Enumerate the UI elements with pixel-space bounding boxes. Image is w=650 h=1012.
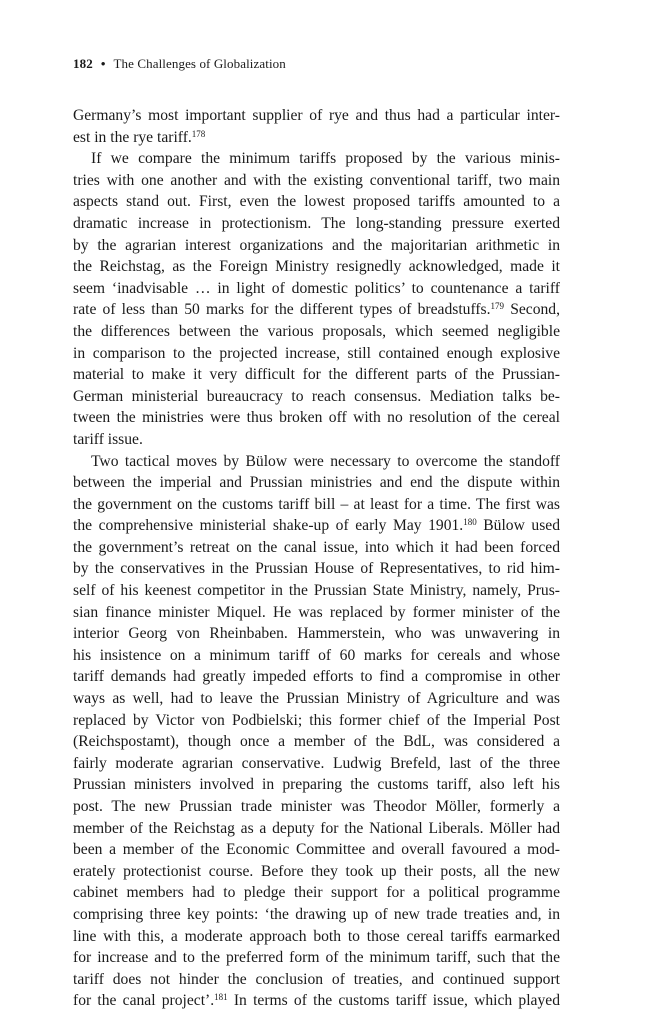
footnote-marker: 179 (490, 301, 505, 312)
text-line (73, 343, 560, 365)
text-line (73, 580, 560, 602)
text-line (73, 861, 560, 883)
text-line (73, 386, 560, 408)
text-line (73, 796, 560, 818)
text-line (73, 321, 560, 343)
text-line (73, 753, 560, 775)
line-text: by the agrarian interest organizations and the majoritarian arithmetic in (73, 236, 560, 254)
line-text: between the imperial and Prussian ministries and end the dispute within (73, 474, 560, 492)
text-line (73, 235, 560, 257)
footnote-marker: 178 (191, 128, 206, 139)
line-text: ways as well, had to leave the Prussian Ministry of Agriculture and was (73, 690, 560, 708)
text-line (73, 947, 560, 969)
line-text: comprising three key points: ‘the drawing up of new trade treaties and, in (73, 905, 560, 923)
line-text: tariff does not hinder the conclusion of treaties, and continued support (73, 970, 560, 988)
line-text: cabinet members had to pledge their support for a political programme (73, 884, 560, 902)
text-line (73, 904, 560, 926)
line-text: Two tactical moves by Bülow were necessary to overcome the standoff (91, 452, 560, 470)
line-text-continued: Bülow used (476, 517, 561, 535)
line-text: in comparison to the projected increase, still contained enough explosive (73, 344, 560, 362)
line-text: self of his keenest competitor in the Prussian State Ministry, namely, Prus- (73, 582, 560, 600)
text-line (73, 645, 560, 667)
line-text: rate of less than 50 marks for the different types of breadstuffs. (73, 301, 491, 319)
page-number: 182 (73, 56, 93, 71)
text-line (73, 170, 560, 192)
line-text: aspects stand out. First, even the lowest proposed tariffs amounted to a (73, 193, 560, 211)
line-text: sian finance minister Miquel. He was replaced by former minister of the (73, 603, 560, 621)
line-text: dramatic increase in protectionism. The long-standing pressure exerted (73, 214, 560, 232)
text-line (73, 558, 560, 580)
running-title: The Challenges of Globalization (113, 56, 286, 71)
text-line (73, 818, 560, 840)
line-text: erately protectionist course. Before they took up their posts, all the new (73, 862, 560, 880)
text-line (73, 710, 560, 732)
line-text: Prussian ministers involved in preparing the customs tariff, also left his (73, 776, 560, 794)
line-text: Germany’s most important supplier of rye and thus had a particular inter- (73, 107, 560, 124)
header-separator: • (100, 56, 106, 71)
line-text: the government on the customs tariff bill – at least for a time. The first was (73, 495, 560, 513)
text-line (73, 213, 560, 235)
line-text: tariff demands had greatly impeded efforts to find a compromise in other (73, 668, 560, 686)
line-text-continued: In terms of the customs tariff issue, which played (227, 992, 560, 1010)
text-line (73, 364, 560, 386)
text-line (73, 451, 560, 473)
line-text: his insistence on a minimum tariff of 60 marks for cereals and whose (73, 646, 560, 664)
line-text: post. The new Prussian trade minister was Theodor Möller, formerly a (73, 798, 560, 815)
body-text (73, 105, 560, 1012)
text-line (73, 839, 560, 861)
line-text: tries with one another and with the existing conventional tariff, two main (73, 171, 560, 189)
text-line (73, 299, 560, 321)
line-text: tariff issue. (73, 430, 143, 448)
text-line (73, 882, 560, 904)
text-line (73, 731, 560, 753)
text-line (73, 472, 560, 494)
text-line (73, 429, 560, 451)
line-text: the government’s retreat on the canal issue, into which it had been forced (73, 538, 560, 556)
footnote-marker: 181 (214, 992, 228, 1003)
text-line (73, 623, 560, 645)
line-text: material to make it very difficult for the different parts of the Prussian- (73, 366, 560, 384)
line-text: for the canal project’. (73, 992, 215, 1010)
line-text: tween the ministries were thus broken off with no resolution of the cereal (73, 409, 560, 427)
line-text: seem ‘inadvisable … in light of domestic politics’ to countenance a tariff (73, 279, 560, 297)
footnote-marker: 180 (463, 517, 477, 528)
line-text: est in the rye tariff. (73, 128, 192, 146)
text-line (73, 774, 560, 796)
line-text: the Reichstag, as the Foreign Ministry resignedly acknowledged, made it (73, 258, 560, 276)
text-line (73, 494, 560, 516)
line-text: fairly moderate agrarian conservative. Ludwig Brefeld, last of the three (73, 754, 560, 772)
text-line (73, 990, 560, 1012)
line-text: member of the Reichstag as a deputy for the National Liberals. Möller had (73, 819, 560, 837)
line-text: for increase and to the preferred form of the minimum tariff, such that the (73, 949, 560, 967)
text-line (73, 256, 560, 278)
line-text: replaced by Victor von Podbielski; this former chief of the Imperial Post (73, 711, 560, 729)
line-text: the differences between the various proposals, which seemed negligible (73, 322, 560, 340)
text-line (73, 688, 560, 710)
line-text: German ministerial bureaucracy to reach consensus. Mediation talks be- (73, 387, 560, 405)
line-text: If we compare the minimum tariffs proposed by the various minis- (91, 150, 560, 168)
line-text-continued: Second, (504, 301, 560, 319)
line-text: (Reichspostamt), though once a member of the BdL, was considered a (73, 733, 560, 751)
text-line (73, 278, 560, 300)
text-line (73, 407, 560, 429)
text-line (73, 191, 560, 213)
text-line (73, 537, 560, 559)
line-text: by the conservatives in the Prussian House of Representatives, to rid him- (73, 560, 560, 578)
text-line (73, 926, 560, 948)
line-text: been a member of the Economic Committee and overall favoured a mod- (73, 841, 560, 859)
line-text: interior Georg von Rheinbaben. Hammerstein, who was unwavering in (73, 625, 560, 643)
text-line (73, 602, 560, 624)
text-line (73, 515, 560, 537)
text-line (73, 969, 560, 991)
running-header (73, 56, 286, 72)
line-text: the comprehensive ministerial shake-up of early May 1901. (73, 517, 464, 535)
text-line (73, 105, 560, 127)
text-line (73, 148, 560, 170)
text-line (73, 127, 560, 149)
line-text: line with this, a moderate approach both to those cereal tariffs earmarked (73, 927, 560, 945)
text-line (73, 666, 560, 688)
